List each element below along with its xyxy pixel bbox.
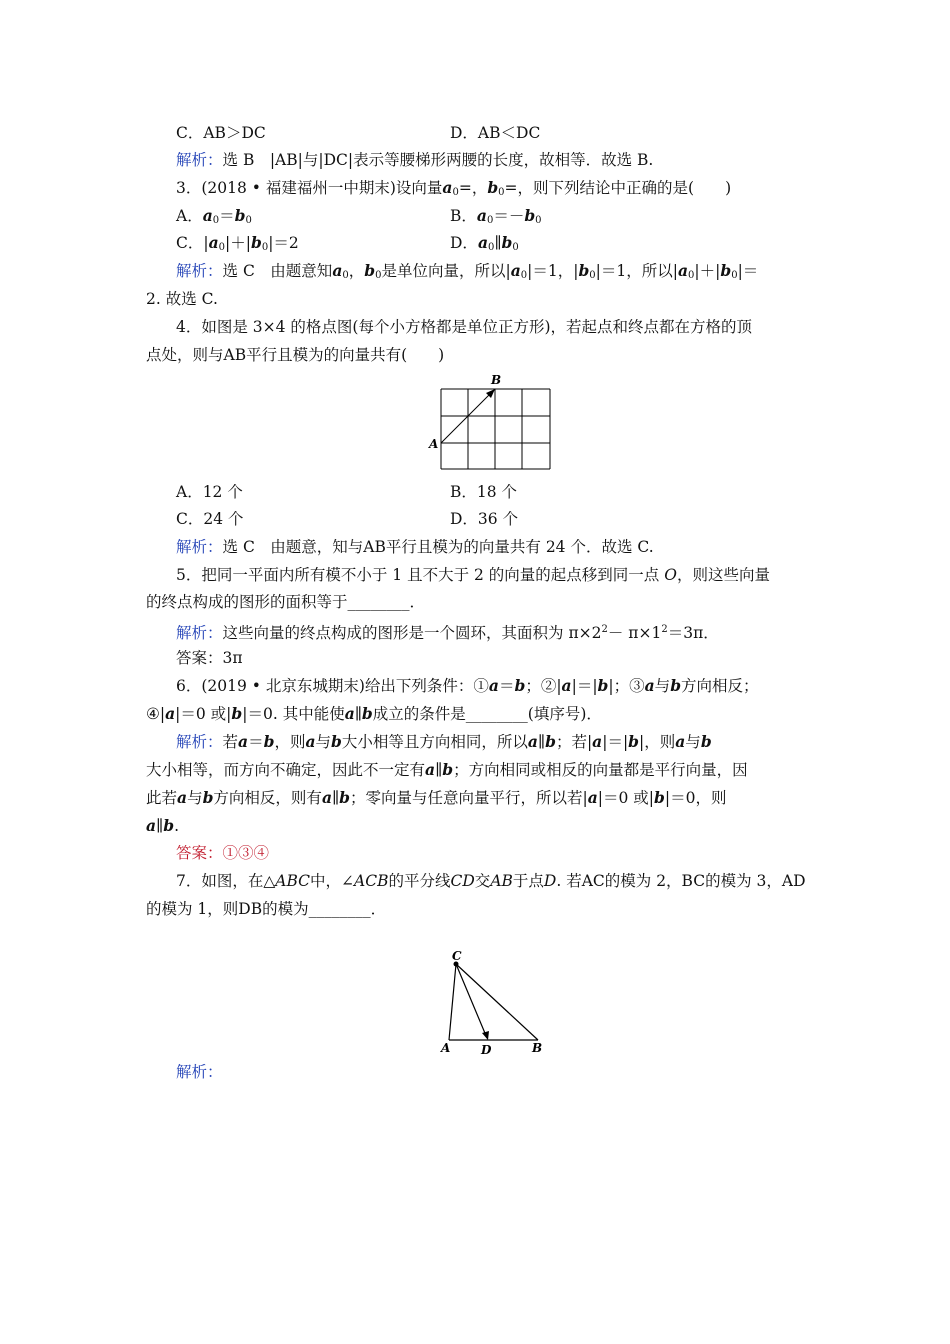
point-label-a: A [429,437,439,451]
vector-ab-arrow [441,391,493,443]
q3-option-c: C．$|a_0|+|b_0|=2$ [176,233,299,253]
q6-solution-line1: 解析：若a＝b，则a与b大小相等且方向相同，所以a∥b；若|a|＝|b|，则a与b [176,732,712,751]
point-label-b: B [532,1041,543,1055]
q2-solution [176,150,653,170]
q7-stem-line2: 的模为 1，则DB的模为________． [146,900,387,918]
grid-lines [441,389,550,469]
triangle-sides [449,964,538,1040]
q2-option-d: D．AB＜DC [450,124,541,142]
q5-solution: 解析：这些向量的终点构成的图形是一个圆环，其面积为 $\pi\times 2^2- \pi\times 1^2=3\pi$． [176,624,719,642]
solution-label: 解析： [176,1063,223,1081]
q4-option-b: B．18 个 [450,483,518,501]
bisector-arrow-head [482,1031,489,1040]
q3-option-a: A．$a_0=b_0$ [176,206,252,226]
point-label-d: D [481,1043,492,1056]
q4-option-c: C．24 个 [176,510,244,528]
q2-option-c: C．AB＞DC [176,124,266,142]
q3-option-d: D．$a_0\parallel b_0$ [450,233,519,253]
point-label-a: A [441,1041,451,1055]
q4-solution: 解析：选 C 由题意，知与AB平行且模为的向量共有 24 个．故选 C. [176,538,654,556]
q7-stem-line1: 7．如图，在△ABC中，∠ACB的平分线CD交AB于点D. 若AC的模为 2，BC的模为 3，AD [176,872,806,890]
q6-solution-line4: a∥b. [146,816,179,835]
q6-solution-line3: 此若a与b方向相反，则有a∥b；零向量与任意向量平行，所以若|a|＝0 或|b|＝0，则 [146,788,727,807]
q7-solution [176,1062,223,1082]
solution-label: 解析： [176,733,223,751]
q4-option-d: D．36 个 [450,510,519,528]
solution-text: 选 B |AB|与|DC|表示等腰梯形两腰的长度，故相等．故选 B. [222,151,654,169]
q3-solution-cont: 2. 故选 C. [146,290,218,308]
q4-option-a: A．12 个 [176,483,243,501]
q3-option-b: B．$a_0=-b_0$ [450,206,542,226]
q4-grid-figure [425,370,560,472]
solution-label: 解析： [176,624,223,642]
q4-stem-line2: 点处，则与AB平行且模为的向量共有( ) [146,346,445,364]
q5-stem-line1: 5．把同一平面内所有模不小于 1 且不大于 2 的向量的起点移到同一点 O，则这些向量 [176,566,770,584]
solution-label: 解析： [176,538,223,556]
q4-stem-line1: 4．如图是 3×4 的格点图(每个小方格都是单位正方形)，若起点和终点都在方格的顶 [176,318,753,336]
q3-solution: 解析：选 C 由题意知$a_0$，$b_0$是单位向量，所以$|a_0|=1$，$|b_0|=1$，所以$|a_0|+|b_0|=$ [176,261,759,281]
point-label-c: C [452,949,462,963]
q6-answer: 答案：①③④ [176,844,270,862]
angle-bisector-cd [456,964,487,1038]
solution-label: 解析： [176,151,223,169]
q6-solution-line2: 大小相等，而方向不确定，因此不一定有a∥b；方向相同或相反的向量都是平行向量，因 [146,760,748,779]
q7-triangle-figure [435,948,550,1056]
q5-answer: 答案：3π [176,649,243,667]
q6-stem-line1: 6．(2019 • 北京东城期末)给出下列条件：①a＝b；②|a|＝|b|；③a与b方向相反； [176,676,759,695]
solution-label: 解析： [176,262,223,280]
q3-stem: 3．(2018 • 福建福州一中期末)设向量$a_0=$，$b_0=$，则下列结论中正确的是( ) [176,178,732,198]
point-label-b: B [491,373,502,387]
q5-stem-line2: 的终点构成的图形的面积等于________． [146,593,426,611]
q6-stem-line2: ④|a|＝0 或|b|＝0. 其中能使a∥b成立的条件是________(填序号)． [146,704,602,723]
